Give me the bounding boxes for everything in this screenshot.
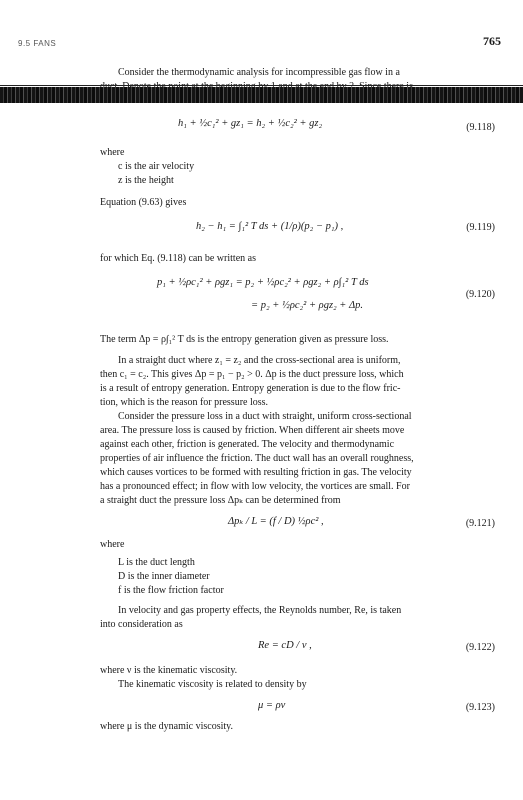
equation-9-119: h₂ − h₁ = ∫₁² T ds + (1/ρ)(p₂ − p₁) , — [196, 221, 344, 232]
equation-9-123: μ = ρν — [258, 700, 286, 711]
variable-f: f is the flow friction factor — [118, 585, 224, 596]
equation-number-9-123: (9.123) — [465, 702, 495, 713]
for-which-line: for which Eq. (9.118) can be written as — [100, 253, 256, 264]
variable-l: L is the duct length — [118, 557, 195, 568]
variable-c: c is the air velocity — [118, 161, 195, 172]
scan-artifact-band — [0, 87, 523, 103]
kinematic-relation-line: The kinematic viscosity is related to density by — [118, 679, 307, 690]
para2-line-2: area. The pressure loss is caused by friction. When different air sheets move — [100, 425, 405, 436]
equation-number-9-118: (9.118) — [466, 122, 495, 133]
para2-line-7: a straight duct the pressure loss Δpₖ can be determined from — [100, 495, 341, 506]
intro-line-1: Consider the thermodynamic analysis for incompressible gas flow in a — [118, 67, 400, 78]
equation-9-121: Δpₖ / L = (f / D) ½ρc² , — [228, 516, 324, 527]
equation-9-120-line-2: = p₂ + ½ρc₂² + ρgz₂ + Δp. — [251, 300, 364, 311]
dynamic-viscosity-line: where μ is the dynamic viscosity. — [100, 721, 234, 732]
equation-number-9-119: (9.119) — [466, 222, 495, 233]
para2-line-6: has a pronounced effect; in flow with low velocity, the vortices are small. For — [100, 481, 410, 492]
page-number: 765 — [483, 34, 501, 48]
para3-line-1: In velocity and gas property effects, the Reynolds number, Re, is taken — [118, 605, 402, 616]
equation-number-9-120: (9.120) — [465, 289, 495, 300]
para1-line-4: tion, which is the reason for pressure loss. — [100, 397, 269, 408]
para1-line-3: is a result of entropy generation. Entropy generation is due to the flow fric- — [100, 383, 401, 394]
equation-9-122: Re = cD / ν , — [258, 640, 312, 651]
equation-number-9-121: (9.121) — [465, 518, 495, 529]
para2-line-4: properties of air influence the friction. The duct wall has an overall roughness, — [100, 453, 414, 464]
variable-z: z is the height — [118, 175, 174, 186]
equation-number-9-122: (9.122) — [465, 642, 495, 653]
para2-line-1: Consider the pressure loss in a duct with straight, uniform cross-sectional — [118, 411, 412, 422]
variable-d: D is the inner diameter — [118, 571, 210, 582]
para1-line-1: In a straight duct where z₁ = z₂ and the cross-sectional area is uniform, — [118, 355, 401, 366]
equation-gives-line: Equation (9.63) gives — [100, 197, 187, 208]
running-header-section: 9.5 FANS — [18, 39, 57, 48]
para3-line-2: into consideration as — [100, 619, 183, 630]
kinematic-viscosity-line: where ν is the kinematic viscosity. — [100, 665, 238, 676]
entropy-term-line: The term Δp = ρ∫₁² T ds is the entropy generation given as pressure loss. — [100, 334, 389, 345]
equation-9-120-line-1: p₁ + ½ρc₁² + ρgz₁ = p₂ + ½ρc₂² + ρgz₂ + ρ∫₁² T ds — [157, 277, 369, 288]
para2-line-3: against each other, friction is generated. The velocity and thermodynamic — [100, 439, 395, 450]
where-label-2: where — [100, 539, 125, 550]
para2-line-5: which causes vortices to be formed with resulting friction in gas. The velocity — [100, 467, 412, 478]
scan-artifact-line — [0, 85, 523, 86]
para1-line-2: then c₁ = c₂. This gives Δp = p₁ − p₂ > 0. Δp is the duct pressure loss, which — [100, 369, 404, 380]
where-label-1: where — [100, 147, 125, 158]
equation-9-118: h₁ + ½c₁² + gz₁ = h₂ + ½c₂² + gz₂ — [178, 118, 323, 129]
